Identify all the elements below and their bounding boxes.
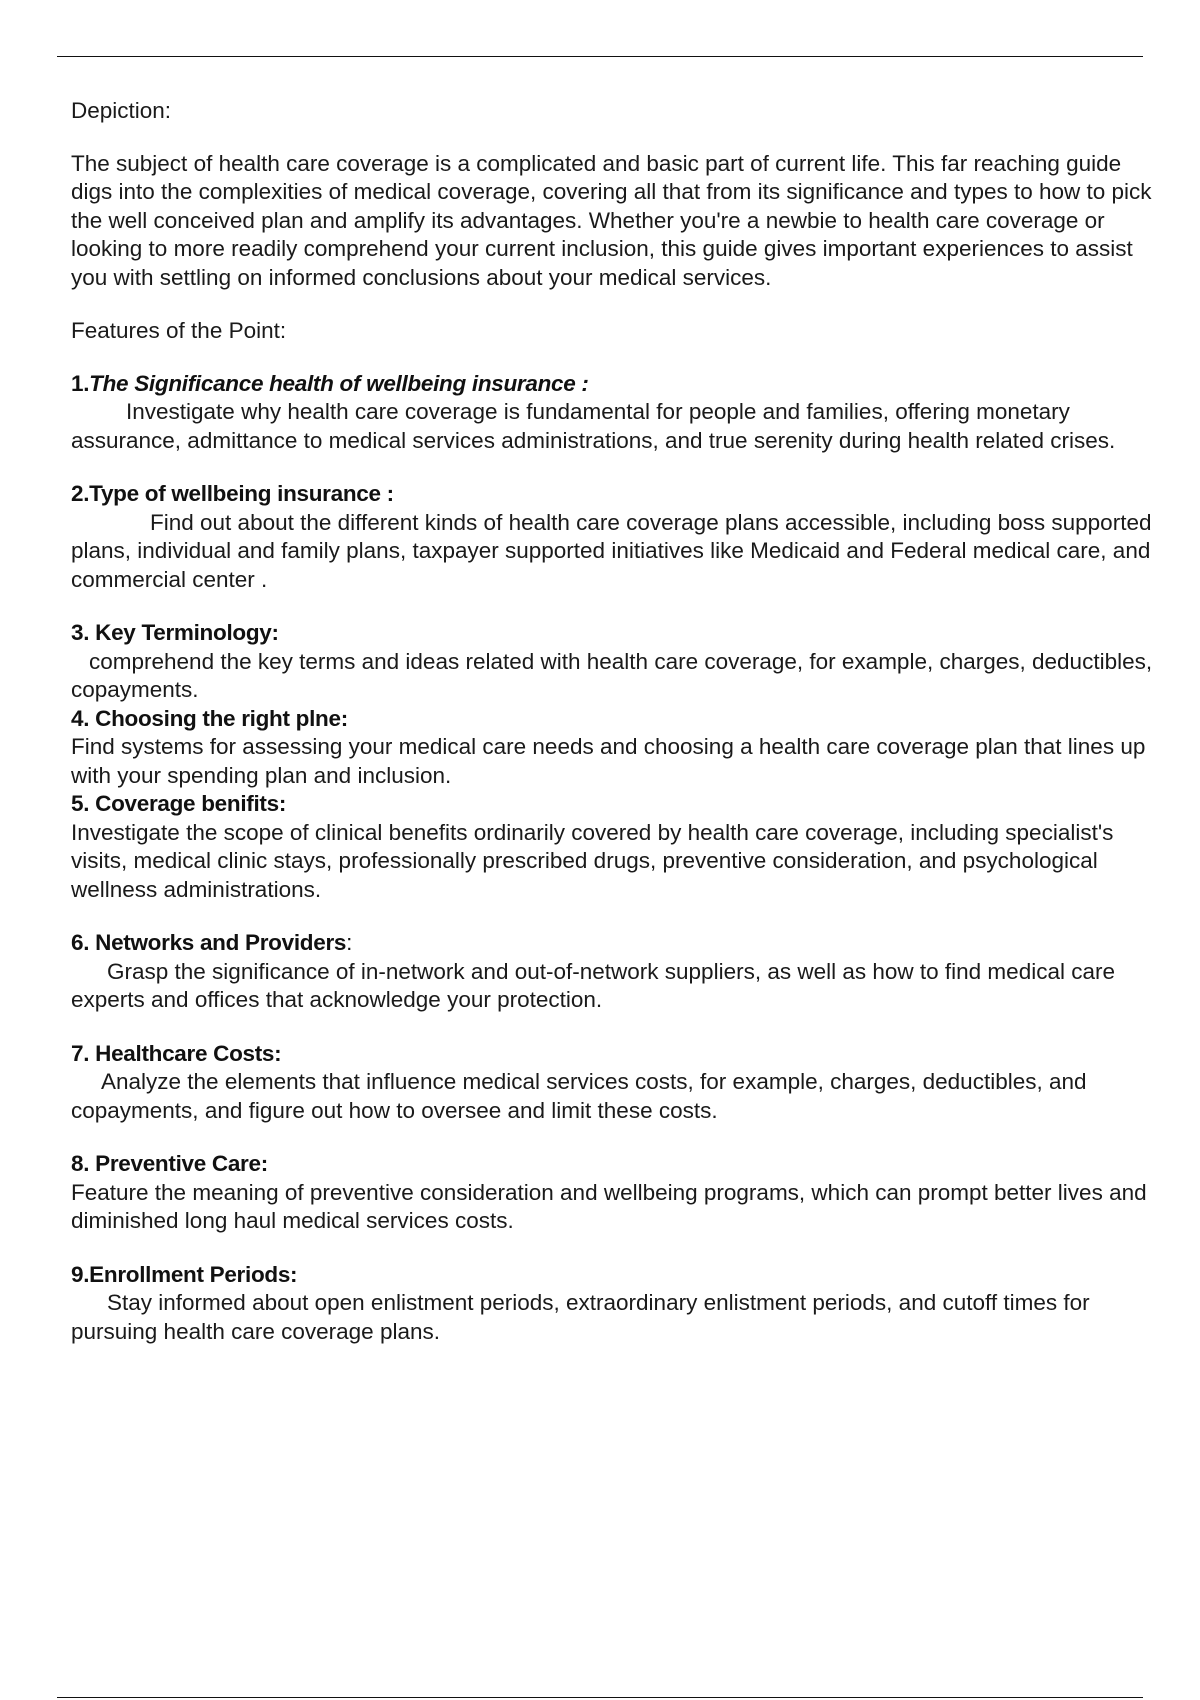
section-title: 4. Choosing the right plne: bbox=[71, 705, 348, 731]
section-title: 9.Enrollment Periods: bbox=[71, 1261, 298, 1287]
section-networks-providers bbox=[71, 929, 1161, 1015]
section-title: 1.The Significance health of wellbeing insurance : bbox=[71, 370, 589, 396]
section-healthcare-costs bbox=[71, 1040, 1161, 1126]
section-body: comprehend the key terms and ideas related with health care coverage, for example, charges, deductibles, copayments. bbox=[71, 648, 1153, 702]
section-body: Find out about the different kinds of health care coverage plans accessible, including boss supported plans, individual and family plans, taxpayer supported initiatives like Medicaid and Federal medical care, and commercial center . bbox=[71, 509, 1152, 592]
intro-paragraph: The subject of health care coverage is a complicated and basic part of current life. This far reaching guide digs into the complexities of medical coverage, covering all that from its significance and types to how to pick the well conceived plan and amplify its advantages. Whether you're a newbie to health care coverage or looking to more readily comprehend your current inclusion, this guide gives important experiences to assist you with settling on informed conclusions about your medical services. bbox=[71, 150, 1152, 290]
section-body: Grasp the significance of in-network and out-of-network suppliers, as well as how to find medical care experts and offices that acknowledge your protection. bbox=[71, 958, 1115, 1012]
section-title: 3. Key Terminology: bbox=[71, 620, 279, 645]
section-title: 5. Coverage benifits: bbox=[71, 791, 287, 816]
section-body: Investigate why health care coverage is fundamental for people and families, offering monetary assurance, admittance to medical services administrations, and true serenity during health related crises. bbox=[71, 399, 1116, 453]
section-body: Find systems for assessing your medical care needs and choosing a health care coverage plan that lines up with your spending plan and inclusion. bbox=[71, 734, 1146, 788]
section-types bbox=[71, 480, 1161, 594]
depiction-label: Depiction: bbox=[71, 98, 172, 123]
bottom-rule bbox=[57, 1697, 1143, 1698]
section-key-terminology bbox=[71, 619, 1161, 705]
section-preventive-care bbox=[71, 1150, 1161, 1236]
section-title: 7. Healthcare Costs: bbox=[71, 1040, 282, 1066]
section-choosing-plan bbox=[71, 705, 1161, 791]
document-body bbox=[71, 97, 1161, 1346]
top-rule bbox=[57, 56, 1143, 57]
section-coverage-benefits bbox=[71, 790, 1161, 904]
section-title: 8. Preventive Care: bbox=[71, 1151, 268, 1176]
section-body: Analyze the elements that influence medical services costs, for example, charges, deductibles, and copayments, and figure out how to oversee and limit these costs. bbox=[71, 1069, 1087, 1123]
section-enrollment-periods bbox=[71, 1261, 1161, 1347]
section-significance bbox=[71, 370, 1161, 456]
features-label: Features of the Point: bbox=[71, 318, 287, 343]
section-body: Investigate the scope of clinical benefits ordinarily covered by health care coverage, including specialist's visits, medical clinic stays, professionally prescribed drugs, preventive consideration, and psychological wellness administrations. bbox=[71, 819, 1114, 902]
section-body: Stay informed about open enlistment periods, extraordinary enlistment periods, and cutoff times for pursuing health care coverage plans. bbox=[71, 1290, 1090, 1344]
section-title: 2.Type of wellbeing insurance : bbox=[71, 481, 394, 506]
section-body: Feature the meaning of preventive consideration and wellbeing programs, which can prompt better lives and diminished long haul medical services costs. bbox=[71, 1179, 1147, 1233]
section-title: 6. Networks and Providers: bbox=[71, 930, 353, 955]
